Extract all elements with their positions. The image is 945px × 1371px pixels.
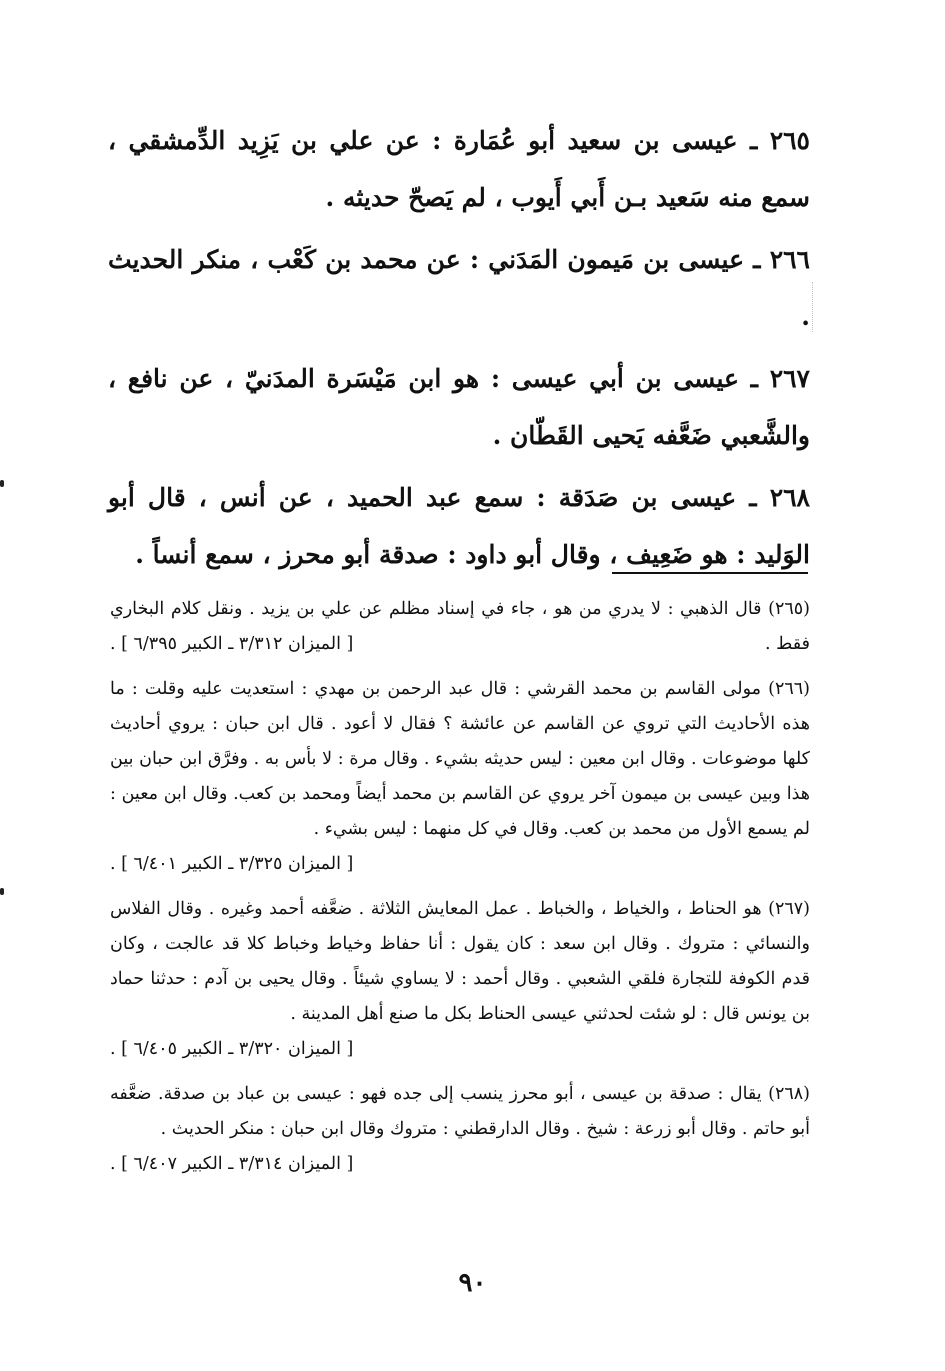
- footnote-reference: [ الميزان ٣/٣١٢ ـ الكبير ٦/٣٩٥ ] .: [110, 634, 354, 654]
- footnote-text: (٢٦٦) مولى القاسم بن محمد القرشي : قال عبد الرحمن بن مهدي : استعديت عليه وقلت : ما هذه الأحاديث التي تروي عن القاسم عن عائشة ؟ فقال لا أعود . قال ابن حبان : يروي أحاديث كلها موضوعات . وقال ابن معين : ليس حديثه بشيء . وقال مرة : لا بأس به . وفرَّق ابن حبان بين هذا وبين عيسى بن ميمون آخر يروي عن القاسم بن محمد أيضاً ومحمد بن كعب. وقال ابن معين : لم يسمع الأول من محمد بن كعب. وقال في كل منهما : ليس بشيء .: [110, 679, 810, 839]
- footnote-text: (٢٦٥) قال الذهبي : لا يدري من هو ، جاء في إسناد مظلم عن علي بن يزيد . ونقل كلام البخاري فقط .: [110, 599, 810, 654]
- scan-speck: [0, 888, 4, 895]
- footnote-text: (٢٦٨) يقال : صدقة بن عيسى ، أبو محرز ينسب إلى جده فهو : عيسى بن عباد بن صدقة. ضعَّفه أبو حاتم . وقال أبو زرعة : شيخ . وقال الدارقطني : متروك وقال ابن حبان : منكر الحديث .: [110, 1084, 810, 1139]
- footnote-265: [110, 592, 810, 662]
- footnote-reference: [ الميزان ٣/٣٢٥ ـ الكبير ٦/٤٠١ ] .: [110, 854, 354, 874]
- footnote-reference: [ الميزان ٣/٣٢٠ ـ الكبير ٦/٤٠٥ ] .: [110, 1039, 354, 1059]
- footnote-reference: [ الميزان ٣/٣١٤ ـ الكبير ٦/٤٠٧ ] .: [110, 1154, 354, 1174]
- footnotes: [110, 592, 810, 1192]
- page-number: ٩٠: [458, 1268, 487, 1298]
- scan-speck: [0, 480, 4, 487]
- entry-267: ٢٦٧ ـ عيسى بن أبي عيسى : هو ابن مَيْسَرة المدَنيّ ، عن نافع ، والشَّعبي ضَعَّفه يَحيى القَطّان .: [108, 364, 810, 450]
- entry-266: ٢٦٦ ـ عيسى بن مَيمون المَدَني : عن محمد بن كَعْب ، منكر الحديث .: [108, 245, 810, 331]
- entry-268: ٢٦٨ ـ عيسى بن صَدَقة : سمع عبد الحميد ، عن أنس ، قال أبو الوَليد : هو ضَعِيف ، وقال أبو داود : صدقة أبو محرز ، سمع أنساً .: [108, 483, 810, 569]
- footnote-267: [110, 892, 810, 1067]
- main-text: [108, 112, 810, 588]
- footnote-text: (٢٦٧) هو الحناط ، والخياط ، والخباط . عمل المعايش الثلاثة . ضعَّفه أحمد وغيره . وقال الفلاس والنسائي : متروك . وقال ابن سعد : كان يقول : أنا حفاظ وخياط وخباط كلا قد عالجت ، وكان قدم الكوفة للتجارة فلقي الشعبي . وقال أحمد : لا يساوي شيئاً . وقال يحيى بن آدم : حدثنا حماد بن يونس قال : لو شئت لحدثني عيسى الحناط بكل ما صنع أهل المدينة .: [110, 899, 810, 1024]
- entry-265: ٢٦٥ ـ عيسى بن سعيد أبو عُمَارة : عن علي بن يَزِيد الدِّمشقي ، سمع منه سَعيد بـن أَبي أَيوب ، لم يَصحّ حديثه .: [108, 126, 810, 212]
- footnote-separator: [612, 572, 808, 574]
- scan-smudge: [812, 282, 823, 332]
- footnote-268: [110, 1077, 810, 1182]
- footnote-266: [110, 672, 810, 882]
